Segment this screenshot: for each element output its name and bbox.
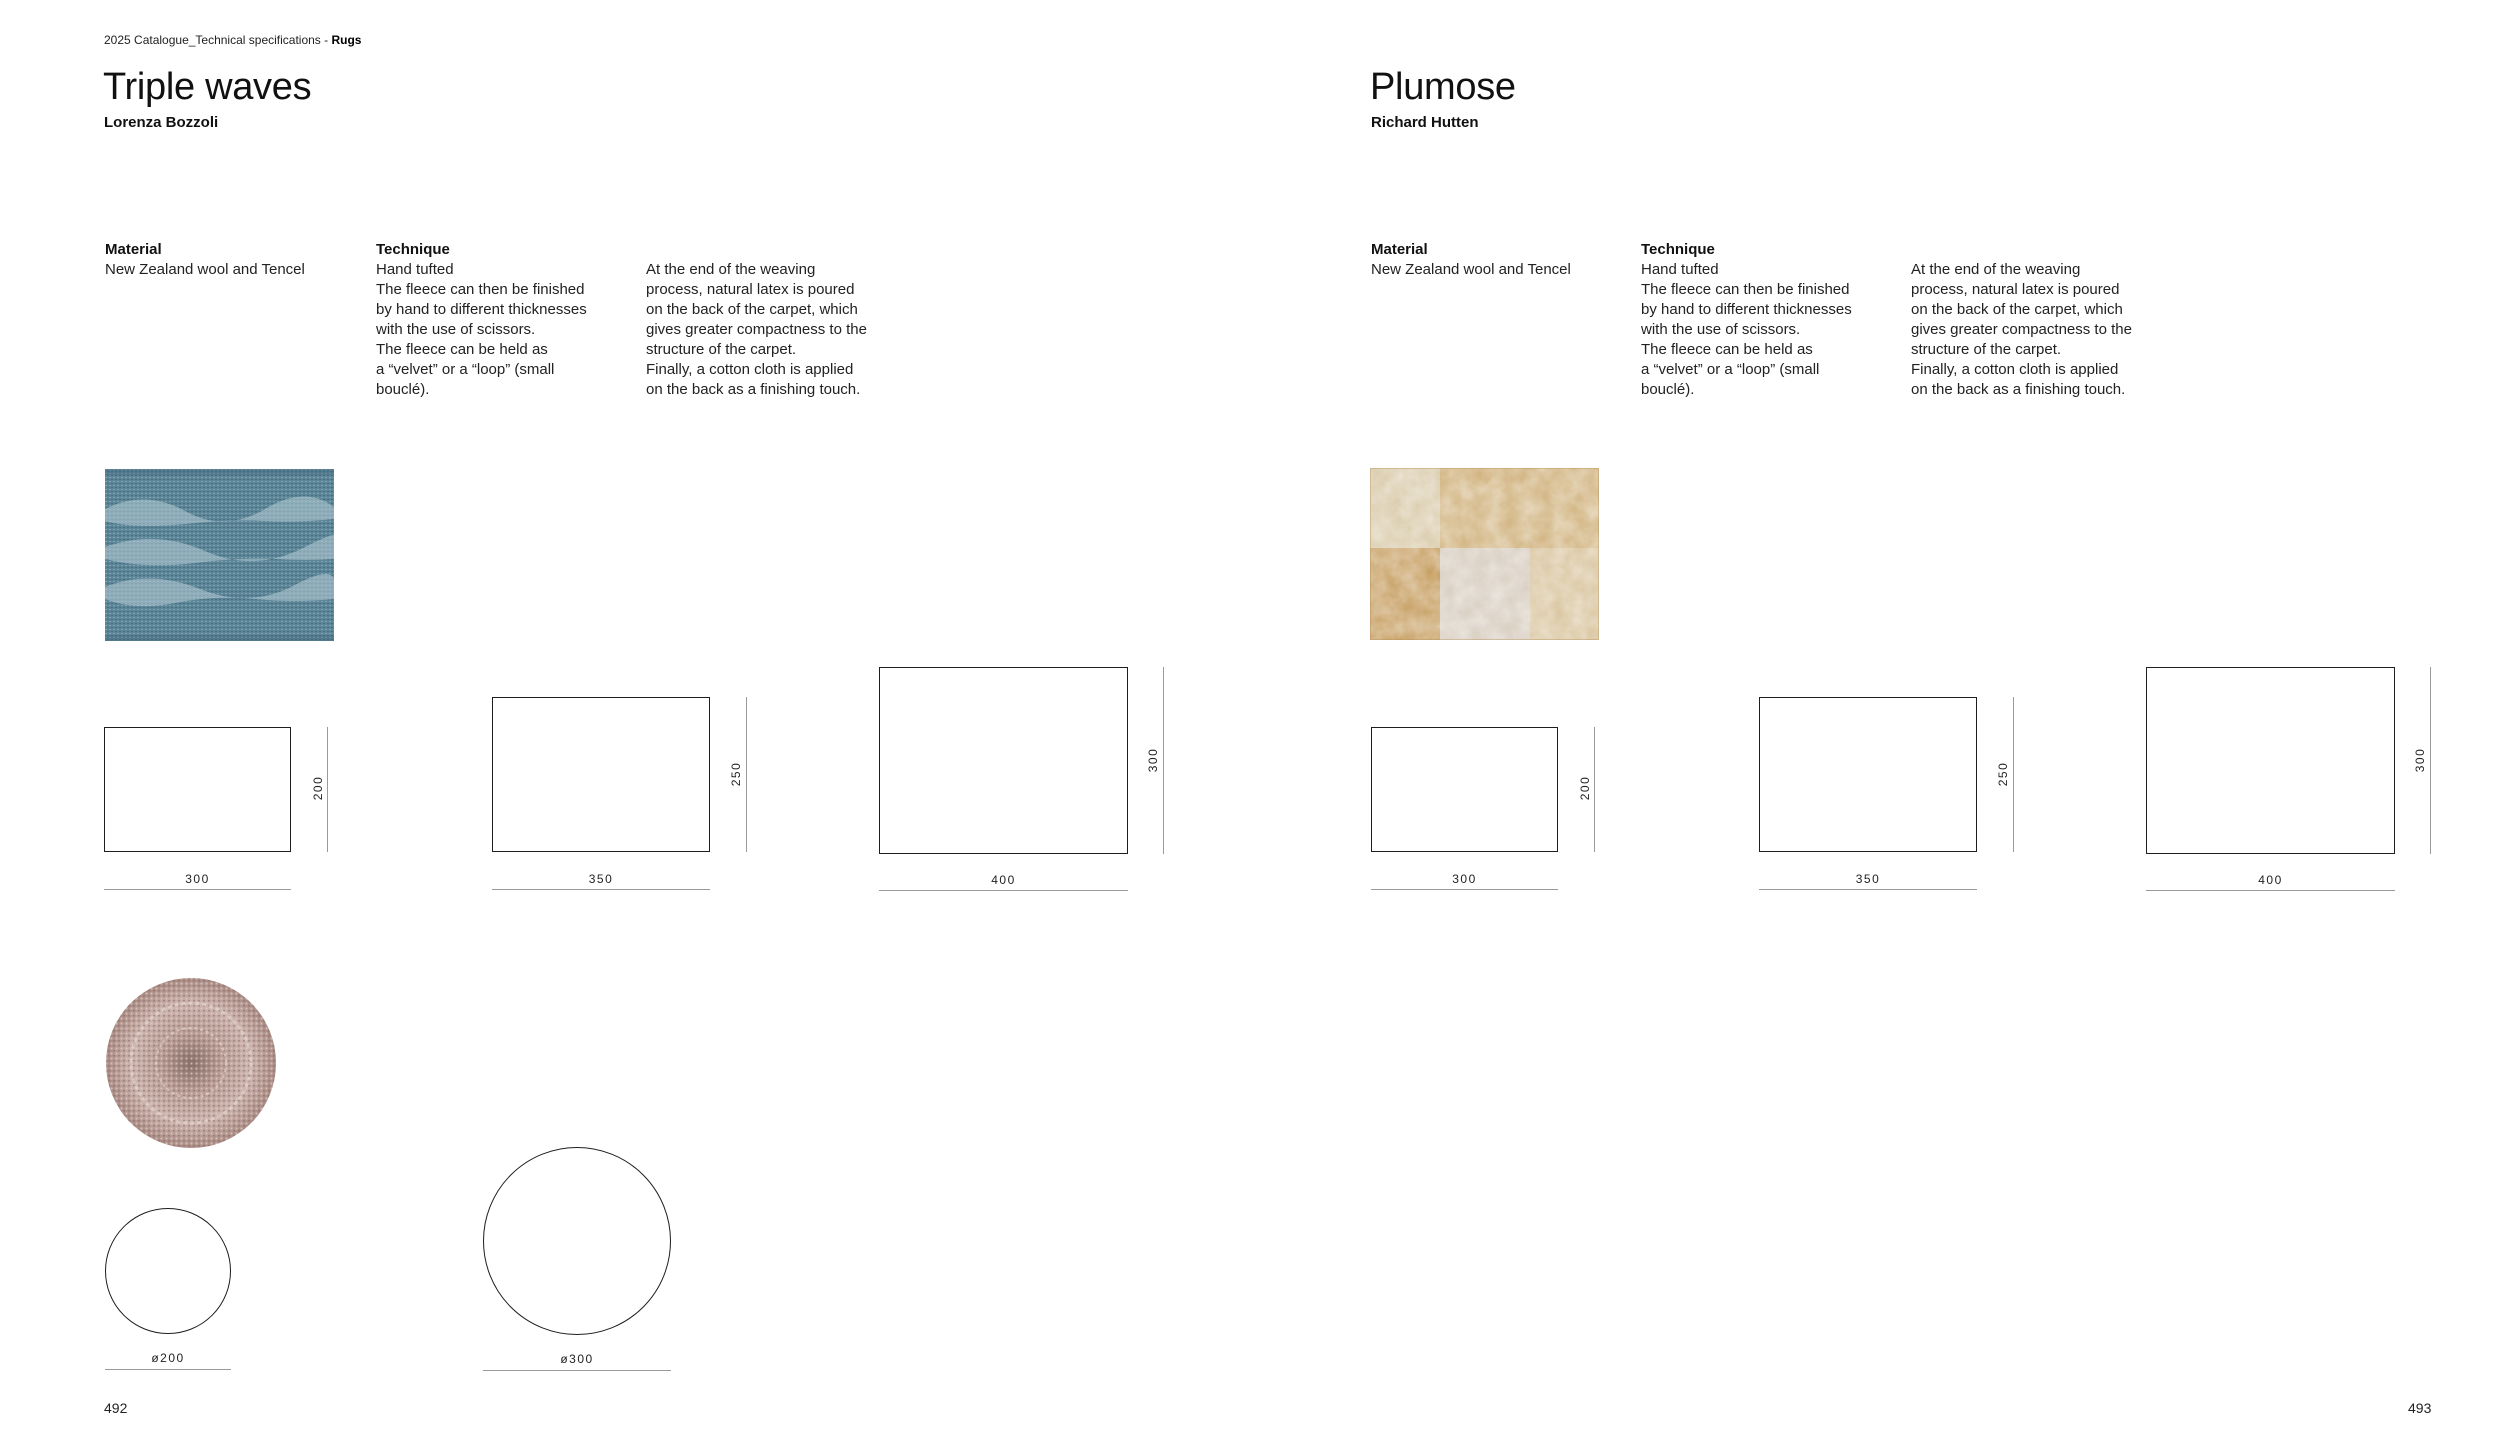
process-line: structure of the carpet.	[646, 341, 797, 358]
process-line: Finally, a cotton cloth is applied	[1911, 361, 2119, 378]
technique-label: Technique	[1641, 241, 1715, 258]
technique-block-right	[1641, 240, 1891, 400]
triple-waves-swatch-image	[105, 469, 334, 641]
width-label: 350	[1855, 872, 1881, 886]
round-size-diagram-200	[105, 1208, 231, 1334]
width-label: 300	[185, 872, 210, 886]
technique-label: Technique	[376, 241, 450, 258]
material-label: Material	[1371, 241, 1428, 258]
height-dimension-line	[2430, 667, 2431, 854]
technique-line: The fleece can be held as	[376, 341, 548, 358]
process-line: on the back of the carpet, which	[646, 301, 858, 318]
technique-line: a “velvet” or a “loop” (small	[1641, 361, 1820, 378]
diameter-label: ø300	[560, 1352, 594, 1366]
technique-line: The fleece can then be finished	[376, 281, 585, 298]
product-title-left: Triple waves	[103, 66, 312, 108]
technique-line: with the use of scissors.	[376, 321, 536, 338]
process-line: Finally, a cotton cloth is applied	[646, 361, 854, 378]
product-title-right: Plumose	[1370, 66, 1516, 108]
round-size-diagram-300	[483, 1147, 671, 1335]
technique-line: a “velvet” or a “loop” (small	[376, 361, 555, 378]
process-line: structure of the carpet.	[1911, 341, 2062, 358]
page-number-right: 493	[2408, 1400, 2432, 1416]
designer-right: Richard Hutten	[1371, 114, 1479, 131]
page-number-left: 492	[104, 1400, 128, 1416]
height-label: 250	[1996, 761, 2010, 787]
width-dimension-line	[2146, 890, 2395, 891]
technique-line: The fleece can then be finished	[1641, 281, 1850, 298]
process-line: process, natural latex is poured	[646, 281, 855, 298]
width-dimension-line	[1759, 889, 1977, 890]
width-dimension-line	[104, 889, 291, 890]
process-block-left	[646, 260, 906, 400]
height-dimension-line	[327, 727, 328, 852]
process-line: on the back as a finishing touch.	[1911, 381, 2126, 398]
process-block-right	[1911, 260, 2171, 400]
diameter-label: ø200	[151, 1351, 185, 1365]
process-line: on the back of the carpet, which	[1911, 301, 2123, 318]
height-label: 250	[729, 761, 743, 787]
size-diagram-350x250	[1759, 697, 1977, 852]
technique-line: bouclé).	[1641, 381, 1695, 398]
size-diagram-350x250	[492, 697, 710, 852]
size-diagram-400x300	[879, 667, 1128, 854]
height-dimension-line	[746, 697, 747, 852]
technique-line: The fleece can be held as	[1641, 341, 1813, 358]
width-label: 400	[2258, 873, 2283, 887]
process-line: gives greater compactness to the	[646, 321, 867, 338]
plumose-swatch-image	[1370, 468, 1599, 640]
width-label: 400	[991, 873, 1016, 887]
width-label: 300	[1452, 872, 1477, 886]
process-line: gives greater compactness to the	[1911, 321, 2132, 338]
size-diagram-300x200	[104, 727, 291, 852]
technique-line: bouclé).	[376, 381, 430, 398]
technique-line: Hand tufted	[1641, 261, 1719, 278]
width-dimension-line	[879, 890, 1128, 891]
process-line: At the end of the weaving	[646, 261, 816, 278]
technique-line: with the use of scissors.	[1641, 321, 1801, 338]
triple-waves-round-swatch-image	[105, 977, 277, 1149]
header-section: Rugs	[331, 33, 362, 47]
width-dimension-line	[1371, 889, 1558, 890]
material-block-right	[1371, 240, 1631, 280]
material-value: New Zealand wool and Tencel	[105, 261, 305, 278]
material-block-left	[105, 240, 365, 280]
technique-line: by hand to different thicknesses	[1641, 301, 1852, 318]
diameter-dimension-line	[105, 1369, 231, 1370]
size-diagram-400x300	[2146, 667, 2395, 854]
process-line: At the end of the weaving	[1911, 261, 2081, 278]
height-dimension-line	[2013, 697, 2014, 852]
height-dimension-line	[1594, 727, 1595, 852]
height-dimension-line	[1163, 667, 1164, 854]
height-label: 200	[311, 775, 325, 801]
catalogue-header	[104, 33, 361, 47]
header-catalogue: 2025 Catalogue_Technical specifications -	[104, 33, 332, 47]
process-line: on the back as a finishing touch.	[646, 381, 861, 398]
diameter-dimension-line	[483, 1370, 671, 1371]
technique-line: Hand tufted	[376, 261, 454, 278]
width-dimension-line	[492, 889, 710, 890]
technique-line: by hand to different thicknesses	[376, 301, 587, 318]
height-label: 200	[1578, 775, 1592, 801]
height-label: 300	[2413, 747, 2427, 773]
technique-block-left	[376, 240, 626, 400]
material-label: Material	[105, 241, 162, 258]
size-diagram-300x200	[1371, 727, 1558, 852]
material-value: New Zealand wool and Tencel	[1371, 261, 1571, 278]
designer-left: Lorenza Bozzoli	[104, 114, 219, 131]
height-label: 300	[1146, 747, 1160, 773]
width-label: 350	[588, 872, 614, 886]
process-line: process, natural latex is poured	[1911, 281, 2120, 298]
